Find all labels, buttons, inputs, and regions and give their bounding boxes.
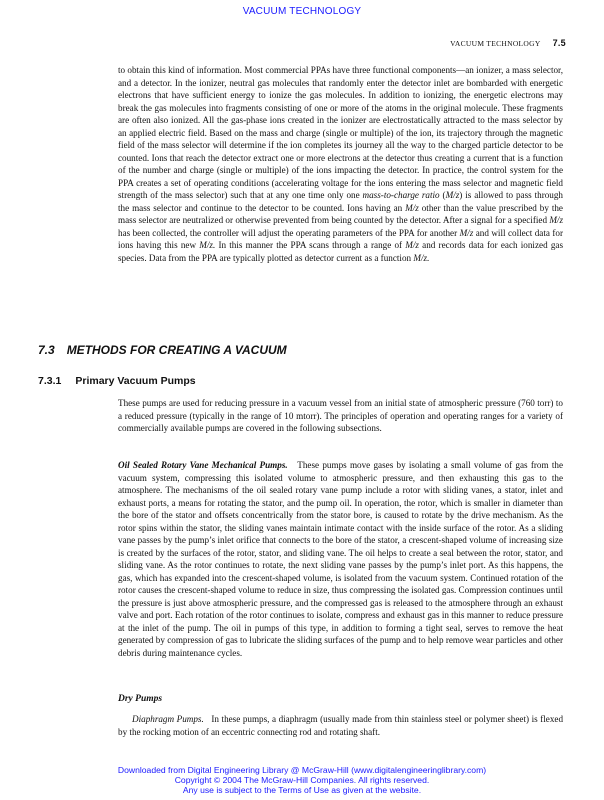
oil-sealed-text: These pumps move gases by isolating a small volume of gas from the vacuum system, compressing this isolated volume to atmospheric pressure, and then exhausting this gas to the atmosphere. The mechanisms of the oil sealed rotary vane pump include a rotor with sliding vanes, a stator, inlet and exhaust ports, a means for rotating the stator, and the pump oil. In operation, the rotor, which is smaller in diameter than the bore of the stator and offsets concentrically from the stator bore, is caused to rotate by the drive mechanism. As the rotor spins within the stator, the sliding vanes maintain intimate contact with the inside surface of the rotor. As a sliding vane passes by the pump’s inlet orifice that connects to the bore of the stator, a crescent-shaped volume of increasing size is created by the surfaces of the rotor, stator, and sliding vane. The oil helps to create a seal between the rotor, stator, and sliding vane. As the rotor continues to rotate, the next sliding vane passes by the pump’s inlet port. As this happens, the gas, which has expanded into the crescent-shaped volume, is isolated from the vacuum system. Continued rotation of the rotor causes the crescent-shaped volume to reduce in size, thus compressing the isolated gas. Compression continues until the pressure is just above atmospheric pressure, and the compressed gas is released to the atmosphere through an exhaust valve and port. Each rotation of the rotor continues to isolate, compress and exhaust gas in this manner to reduce pressure at the inlet of the pump. The oil in pumps of this type, in addition to forming a tight seal, serves to remove the heat generated by compression of gas to lubricate the sliding surfaces of the pump and to help remove wear particles and other debris during maintenance cycles. <box>118 460 563 658</box>
running-head <box>450 38 566 48</box>
subsection-heading <box>38 375 196 387</box>
section-heading <box>38 343 287 357</box>
diaphragm-heading: Diaphragm Pumps. <box>132 714 204 724</box>
footer-terms-line: Any use is subject to the Terms of Use as given at the website. <box>182 785 422 795</box>
oil-sealed-paragraph <box>118 459 563 659</box>
footer-download-line[interactable]: Downloaded from Digital Engineering Library @ McGraw-Hill (www.digitalengineeringlibrary.com) <box>117 765 487 775</box>
diaphragm-paragraph <box>118 713 563 738</box>
diaphragm-text: In these pumps, a diaphragm (usually made from thin stainless steel or polymer sheet) is flexed by the rocking motion of an eccentric connecting rod and rotating shaft. <box>118 714 564 737</box>
page-banner: VACUUM TECHNOLOGY <box>242 6 362 17</box>
page-number: 7.5 <box>552 38 566 48</box>
intro-paragraph: to obtain this kind of information. Most commercial PPAs have three functional components—an ionizer, a mass selector, and a detector. In the ionizer, neutral gas molecules that randomly enter the detector inlet are bombarded with energetic electrons that have sufficient energy to ionize the gas molecules. In addition to ionizing, the energetic electrons may break the gas molecules into fragments consisting of one or more of the atoms in the original molecule. These fragments are often also ionized. All the gas-phase ions created in the ionizer are electrostatically attracted to the mass selector by an applied electric field. Based on the mass and charge (single or multiple) of the ion, its trajectory through the magnetic field of the mass selector will determine if the ion completes its journey all the way to the charged particle detector to be counted. Ions that reach the detector extract one or more electrons at the detector thus creating a current that is a function of the number and charge (single or multiple) of the ions impacting the detector. In practice, the control system for the PPA creates a set of operating conditions (accelerating voltage for the ions entering the mass selector and magnetic field strength of the mass selector) such that at any one time only one mass-to-charge ratio (M/z) is allowed to pass through the mass selector and continue to the detector to be counted. Ions having an M/z other than the value prescribed by the mass selector are neutralized or otherwise prevented from being counted by the detector. After a signal for a specified M/z has been collected, the controller will adjust the operating parameters of the PPA for another M/z and will collect data for ions having this new M/z. In this manner the PPA scans through a range of M/z and records data for each ionized gas species. Data from the PPA are typically plotted as detector current as a function M/z. <box>118 65 563 263</box>
subsection-number: 7.3.1 <box>38 375 62 387</box>
subsection-intro-paragraph: These pumps are used for reducing pressure in a vacuum vessel from an initial state of atmospheric pressure (760 torr) to a reduced pressure (typically in the range of 10 mtorr). The principles of operation and operating ranges for a variety of commercially available pumps are covered in the following subsections. <box>118 398 563 433</box>
running-head-title: VACUUM TECHNOLOGY <box>450 39 541 48</box>
oil-sealed-heading: Oil Sealed Rotary Vane Mechanical Pumps. <box>118 460 288 470</box>
section-number: 7.3 <box>38 343 55 357</box>
dry-pumps-heading: Dry Pumps <box>118 694 163 704</box>
footer-copyright-line: Copyright © 2004 The McGraw-Hill Companies. All rights reserved. <box>174 775 430 785</box>
subsection-title: Primary Vacuum Pumps <box>75 375 196 387</box>
section-title: METHODS FOR CREATING A VACUUM <box>66 343 287 357</box>
